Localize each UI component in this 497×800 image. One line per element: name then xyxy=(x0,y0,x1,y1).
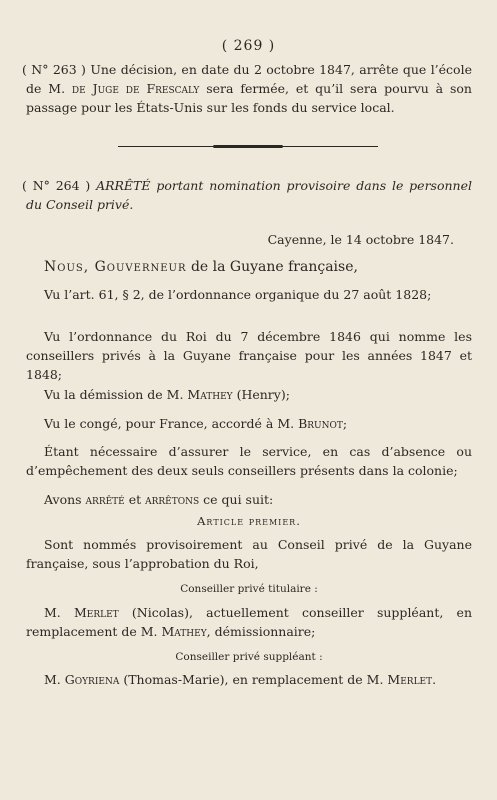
decision-number: ( N° 263 ) xyxy=(22,62,86,77)
article-premier: Article premier. xyxy=(197,514,301,528)
vu-article: Vu l’art. 61, § 2, de l’ordonnance organique du 27 août 1828; xyxy=(44,287,432,302)
person-name: de Juge de Frescaly xyxy=(71,81,200,96)
vu-demission: Vu la démission de M. Mathey (Henry); xyxy=(44,387,290,402)
decision-263: ( N° 263 ) Une décision, en date du 2 octobre 1847, arrête que l’école de M. de Juge de Frescaly sera fermée, et qu’il sera pourvu à son passage pour les États-Unis sur les fonds du service local. xyxy=(22,62,472,115)
suppleant-label: Conseiller privé suppléant : xyxy=(175,651,323,663)
suppleant-text: M. Goyriena (Thomas-Marie), en remplacement de M. Merlet. xyxy=(44,672,437,687)
titulaire-text: M. Merlet (Nicolas), actuellement conseiller suppléant, en remplacement de M. Mathey, démissionnaire; xyxy=(26,605,472,639)
separator-rule xyxy=(118,146,378,147)
arrete-number: ( N° 264 ) xyxy=(22,178,91,193)
arrete-nous: Nous, Gouverneur de la Guyane française, xyxy=(44,259,358,275)
avons-arrete: Avons arrêté et arrêtons ce qui suit: xyxy=(44,492,274,507)
arrete-date: Cayenne, le 14 octobre 1847. xyxy=(267,232,454,247)
titulaire-label: Conseiller privé titulaire : xyxy=(180,583,318,595)
sont-nommes: Sont nommés provisoirement au Conseil privé de la Guyane française, sous l’approbation du Roi, xyxy=(26,537,472,571)
arrete-264 xyxy=(22,176,472,214)
vu-conge: Vu le congé, pour France, accordé à M. Brunot; xyxy=(44,416,348,431)
etant-necessaire: Étant nécessaire d’assurer le service, en cas d’absence ou d’empêchement des deux seuls conseillers présents dans la colonie; xyxy=(26,444,472,478)
vu-ordonnance: Vu l’ordonnance du Roi du 7 décembre 1846 qui nomme les conseillers privés à la Guyane française pour les années 1847 et 1848; xyxy=(26,329,472,382)
arrete-title: ARRÊTÉ portant nomination provisoire dans le personnel du Conseil privé. xyxy=(26,178,472,212)
page-number: ( 269 ) xyxy=(221,38,276,54)
